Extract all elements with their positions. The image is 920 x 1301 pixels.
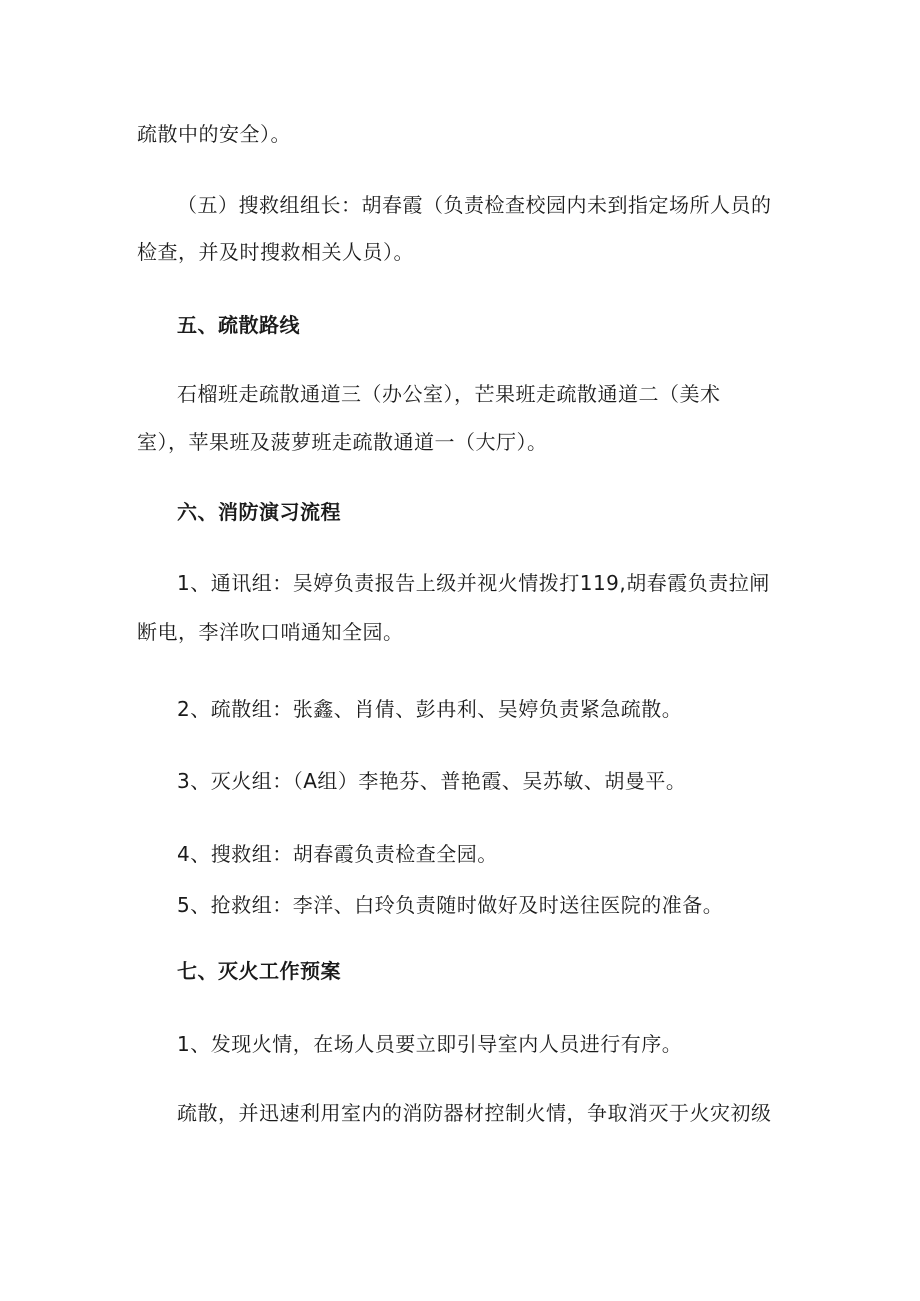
text-line-5: 石榴班走疏散通道三（办公室），芒果班走疏散通道二（美术: [177, 382, 721, 406]
text-line-1: 疏散中的安全）。: [137, 122, 291, 146]
text-line-9: 断电，李洋吹口哨通知全园。: [137, 620, 404, 644]
text-line-11: 3、灭火组：（A组）李艳芬、普艳霞、吴苏敏、胡曼平。: [177, 769, 687, 793]
text-line-16: 疏散，并迅速利用室内的消防器材控制火情，争取消灭于火灾初级: [177, 1101, 772, 1125]
text-line-12: 4、搜救组：胡春霞负责检查全园。: [177, 842, 498, 866]
section-heading-firefighting-plan: 七、灭火工作预案: [177, 959, 341, 983]
text-line-8: 1、通讯组：吴婷负责报告上级并视火情拨打119,胡春霞负责拉闸: [177, 571, 770, 595]
text-line-3: 检查，并及时搜救相关人员）。: [137, 240, 414, 264]
text-line-6: 室），苹果班及菠萝班走疏散通道一（大厅）。: [137, 430, 548, 454]
section-heading-drill-process: 六、消防演习流程: [177, 500, 341, 524]
text-line-2: （五）搜救组组长：胡春霞（负责检查校园内未到指定场所人员的: [177, 193, 772, 217]
text-line-15: 1、发现火情，在场人员要立即引导室内人员进行有序。: [177, 1032, 683, 1056]
section-heading-evacuation-route: 五、疏散路线: [177, 313, 300, 337]
text-line-10: 2、疏散组：张鑫、肖倩、彭冉利、吴婷负责紧急疏散。: [177, 697, 683, 721]
text-line-13: 5、抢救组：李洋、白玲负责随时做好及时送往医院的准备。: [177, 893, 724, 917]
